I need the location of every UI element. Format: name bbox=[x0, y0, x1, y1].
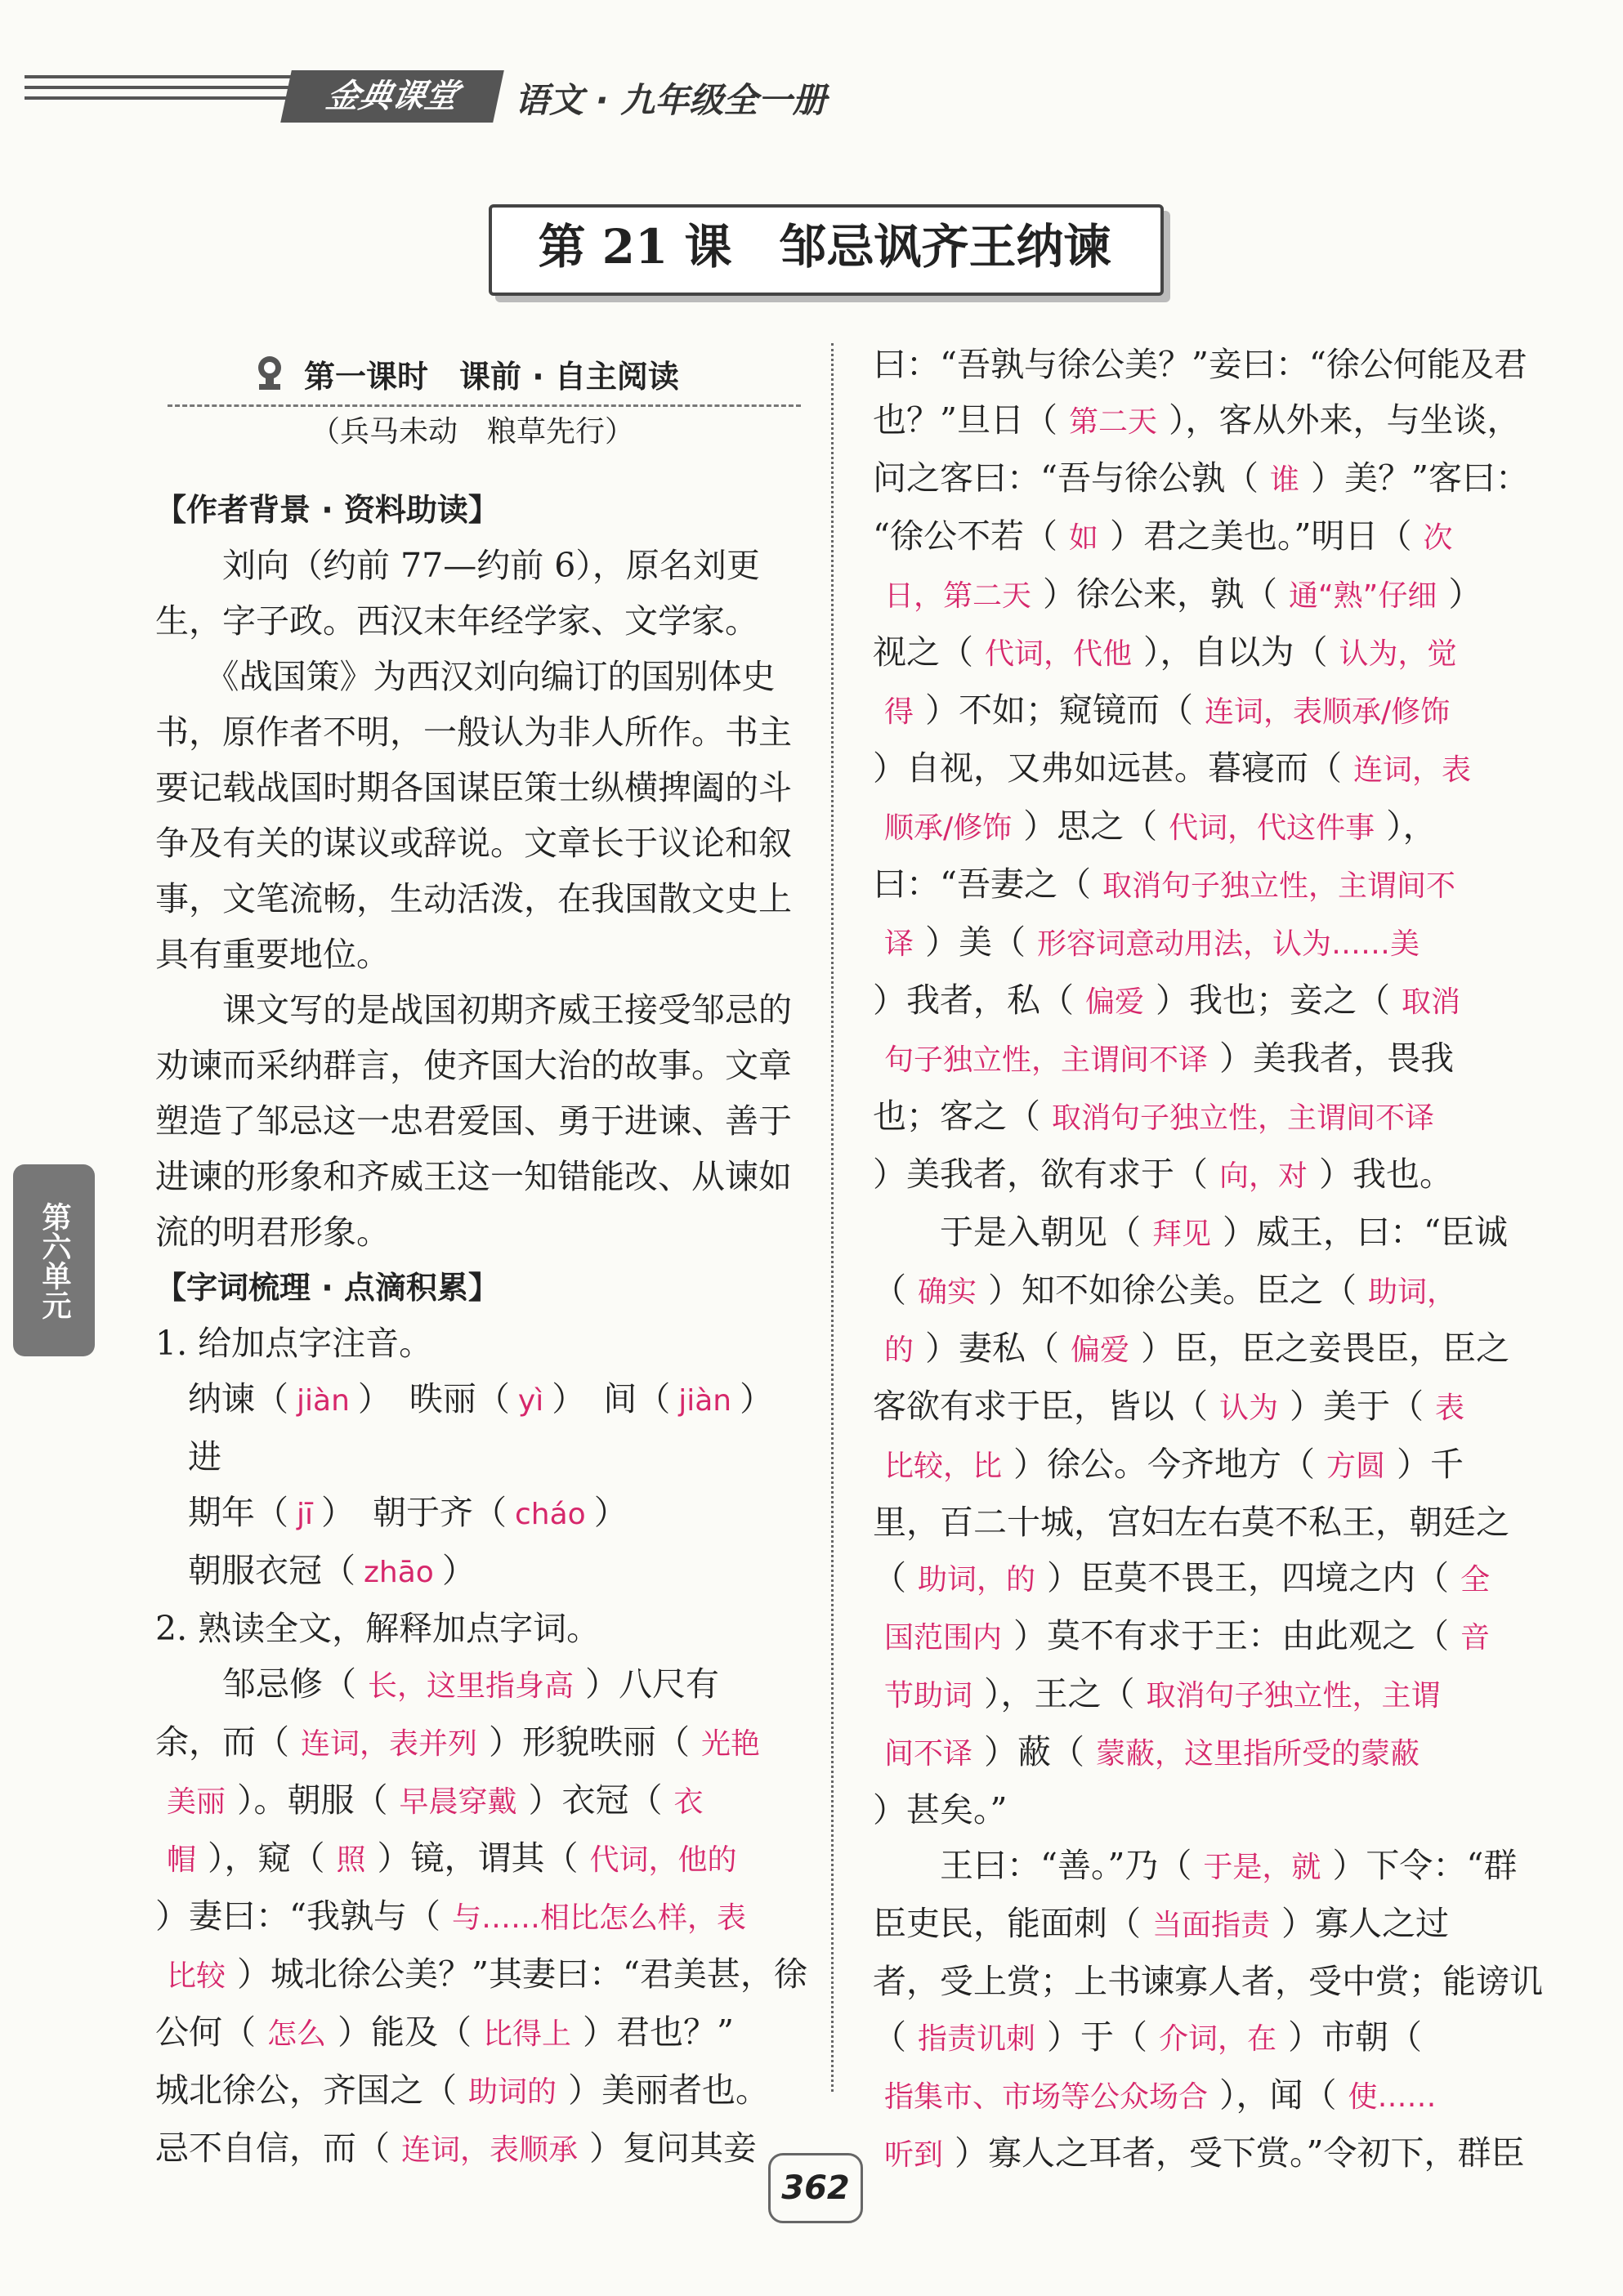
section-heading-vocabulary: 【字词梳理 · 点滴积累】 bbox=[155, 1270, 499, 1306]
answer-annotation: 节助词 bbox=[884, 1679, 973, 1713]
source-text: ）自视，又弗如远甚。暮寝而（ bbox=[873, 748, 1342, 788]
annotated-line bbox=[873, 1262, 1510, 1320]
answer-annotation: 照 bbox=[336, 1843, 366, 1877]
source-text: ），王之（ bbox=[984, 1674, 1135, 1713]
answer-annotation: 认为，觉 bbox=[1339, 637, 1457, 671]
answer-annotation: 蒙蔽，这里指所受的蒙蔽 bbox=[1096, 1737, 1420, 1771]
source-text: ）甚矣。” bbox=[873, 1790, 1008, 1829]
source-text: ）臣，臣之妾畏臣，臣之 bbox=[1141, 1329, 1510, 1368]
answer-annotation: 全 bbox=[1460, 1563, 1491, 1597]
source-text: ）， bbox=[1386, 806, 1437, 846]
pinyin-answer: zhāo bbox=[364, 1556, 434, 1589]
answer-annotation: 偏爱 bbox=[1071, 1333, 1130, 1367]
source-text: ）。朝服（ bbox=[237, 1780, 388, 1820]
answer-annotation: 取消 bbox=[1402, 985, 1461, 1019]
dashed-divider bbox=[168, 404, 801, 407]
answer-annotation: 通“熟”仔细 bbox=[1289, 579, 1437, 613]
source-text: 公何（ bbox=[155, 2012, 256, 2052]
source-text: ），客从外来，与坐谈， bbox=[1168, 400, 1521, 440]
annotated-line bbox=[873, 972, 1510, 1030]
source-text: （ bbox=[873, 1558, 906, 1597]
answer-annotation: 形容词意动用法，认为……美 bbox=[1037, 927, 1420, 961]
lesson-period-heading: 第一课时 课前 · 自主阅读 bbox=[304, 359, 679, 395]
annotated-line bbox=[873, 1378, 1510, 1436]
answer-annotation: 怎么 bbox=[267, 2017, 327, 2051]
source-text: ）八尺有 bbox=[585, 1664, 720, 1704]
pinyin-word: 间（ bbox=[603, 1379, 671, 1418]
source-text: 问之客曰：“吾与徐公孰（ bbox=[873, 458, 1259, 498]
section-heading-background: 【作者背景 · 资料助读】 bbox=[155, 492, 499, 528]
source-text: ）威王，曰：“臣诚 bbox=[1223, 1213, 1508, 1252]
question-1: 1. 给加点字注音。 bbox=[155, 1324, 433, 1363]
pinyin-word: 朝于齐（ bbox=[373, 1493, 507, 1532]
answer-annotation: 与……相比怎么样，表 bbox=[451, 1901, 746, 1935]
right-column bbox=[873, 337, 1543, 2183]
annotated-line bbox=[873, 1146, 1510, 1204]
source-text: 里，百二十城，宫妇左右莫不私王，朝廷之 bbox=[873, 1503, 1509, 1542]
pinyin-answer: jiàn bbox=[678, 1384, 732, 1418]
source-text: ）市朝（ bbox=[1288, 2017, 1423, 2057]
answer-annotation: 于是，就 bbox=[1203, 1851, 1321, 1884]
paragraph-summary: 课文写的是战国初期齐威王接受邹忌的劝谏而采纳群言，使齐国大治的故事。文章塑造了邹忌这一忠君爱国、勇于进谏、善于进谏的形象和齐威王这一知错能改、从谏如流的明君形象。 bbox=[155, 990, 792, 1252]
pinyin-close: ）进 bbox=[188, 1379, 774, 1476]
annotated-line bbox=[873, 337, 1527, 392]
left-column bbox=[155, 482, 809, 2178]
answer-annotation: 连词，表并列 bbox=[301, 1727, 478, 1761]
answer-annotation: 音 bbox=[1460, 1621, 1491, 1655]
answer-annotation: 得 bbox=[884, 695, 914, 729]
source-text: ）城北徐公美？”其妻曰：“君美甚，徐 bbox=[237, 1954, 807, 1994]
source-text: ）寡人之耳者，受下赏。”令初下，群臣 bbox=[955, 2133, 1525, 2173]
trophy-icon bbox=[249, 353, 290, 394]
source-text: ）徐公。今齐地方（ bbox=[1013, 1445, 1316, 1484]
annotated-line bbox=[873, 1608, 1510, 1666]
source-text: 忌不自信，而（ bbox=[155, 2128, 390, 2168]
source-text: （ bbox=[873, 1271, 906, 1310]
source-text: 邹忌修（ bbox=[155, 1664, 356, 1704]
answer-annotation: 译 bbox=[884, 927, 914, 961]
annotated-line bbox=[155, 1714, 809, 1772]
source-text: 余，而（ bbox=[155, 1722, 289, 1762]
paragraph-book: 《战国策》为西汉刘向编订的国别体史书，原作者不明，一般认为非人所作。书主要记载战国时期各国谋臣策士纵横捭阖的斗争及有关的谋议或辞说。文章长于议论和叙事，文笔流畅，生动活泼，在我国散文史上具有重要地位。 bbox=[155, 657, 792, 974]
source-text: ）美丽者也。 bbox=[568, 2070, 770, 2110]
answer-annotation: 取消句子独立性，主谓间不 bbox=[1102, 869, 1455, 903]
answer-annotation: 使…… bbox=[1348, 2080, 1437, 2114]
column-divider bbox=[831, 343, 834, 2092]
answer-annotation: 顺承/修饰 bbox=[884, 811, 1013, 845]
answer-annotation: 长，这里指身高 bbox=[368, 1669, 575, 1703]
answer-annotation: 认为 bbox=[1219, 1391, 1279, 1425]
answer-annotation: 衣 bbox=[673, 1785, 704, 1819]
answer-annotation: 国范围内 bbox=[884, 1621, 1003, 1655]
pinyin-answer: yì bbox=[517, 1384, 544, 1418]
source-text: ）寡人之过 bbox=[1281, 1904, 1450, 1943]
annotated-line bbox=[155, 1888, 809, 1946]
source-text: ），自以为（ bbox=[1143, 632, 1328, 672]
source-text: ）千 bbox=[1397, 1445, 1464, 1484]
annotated-line bbox=[873, 1320, 1510, 1378]
answer-annotation: 助词，的 bbox=[918, 1563, 1036, 1597]
answer-annotation: 的 bbox=[884, 1333, 914, 1367]
source-text: ）思之（ bbox=[1023, 806, 1158, 846]
paragraph-author: 刘向（约前 77—约前 6），原名刘更生，字子政。西汉末年经学家、文学家。 bbox=[155, 546, 760, 641]
answer-annotation: 当面指责 bbox=[1152, 1909, 1271, 1942]
source-text: ）美（ bbox=[925, 922, 1026, 962]
source-text: 于是入朝见（ bbox=[873, 1213, 1141, 1252]
answer-annotation: 如 bbox=[1068, 521, 1098, 555]
answer-annotation: 比较，比 bbox=[884, 1450, 1003, 1483]
source-text: ）能及（ bbox=[338, 2012, 472, 2052]
annotated-line bbox=[155, 1946, 809, 2004]
answer-annotation: 间不译 bbox=[884, 1737, 973, 1771]
answer-annotation: 句子独立性，主谓间不译 bbox=[884, 1043, 1209, 1077]
source-text: ）妻曰：“我孰与（ bbox=[155, 1896, 440, 1936]
source-text: ），窥（ bbox=[208, 1838, 325, 1878]
pinyin-row bbox=[188, 1371, 809, 1485]
annotated-line bbox=[873, 1896, 1510, 1954]
answer-annotation: 代词，他的 bbox=[589, 1843, 737, 1877]
source-text: ）君之美也。”明日（ bbox=[1109, 516, 1412, 556]
annotated-line bbox=[873, 450, 1529, 508]
annotated-line bbox=[155, 2120, 809, 2178]
left-annotated-lines bbox=[155, 1656, 809, 2178]
source-text: 曰：“吾妻之（ bbox=[873, 864, 1091, 904]
annotated-line bbox=[873, 1436, 1510, 1494]
source-text: 城北徐公，齐国之（ bbox=[155, 2070, 457, 2110]
source-text: 曰：“吾孰与徐公美？”妾曰：“徐公何能及君 bbox=[873, 345, 1527, 384]
answer-annotation: 指集市、市场等公众场合 bbox=[884, 2080, 1209, 2114]
annotated-line bbox=[873, 1550, 1510, 1608]
source-text: ）衣冠（ bbox=[528, 1780, 663, 1820]
pinyin-word: 纳谏（ bbox=[188, 1379, 288, 1418]
source-text: ）美？”客曰： bbox=[1310, 458, 1529, 498]
annotated-line bbox=[873, 740, 1510, 798]
annotated-line bbox=[873, 2009, 1510, 2067]
pinyin-list bbox=[155, 1371, 809, 1601]
source-text: ）镜，谓其（ bbox=[377, 1838, 579, 1878]
answer-annotation: 帽 bbox=[167, 1843, 197, 1877]
source-text: 也；客之（ bbox=[873, 1097, 1040, 1136]
source-text: ）徐公来，孰（ bbox=[1043, 574, 1278, 614]
source-text: ）莫不有求于王：由此观之（ bbox=[1013, 1616, 1450, 1655]
annotated-line bbox=[873, 914, 1510, 972]
pinyin-word: 朝服衣冠（ bbox=[188, 1551, 355, 1590]
annotated-line bbox=[873, 624, 1510, 682]
answer-annotation: 谁 bbox=[1269, 463, 1299, 497]
source-text: ）于（ bbox=[1047, 2017, 1148, 2057]
annotated-line bbox=[873, 2125, 1525, 2183]
answer-annotation: 日，第二天 bbox=[884, 579, 1032, 613]
source-text: ）知不如徐公美。臣之（ bbox=[988, 1271, 1357, 1310]
answer-annotation: 取消句子独立性，主谓 bbox=[1146, 1679, 1441, 1713]
annotated-line bbox=[873, 1030, 1510, 1088]
answer-annotation: 方圆 bbox=[1326, 1450, 1386, 1483]
annotated-line bbox=[873, 1724, 1510, 1782]
annotated-line bbox=[873, 682, 1510, 740]
source-text: ）形貌昳丽（ bbox=[489, 1722, 691, 1762]
unit-side-tab: 第六单元 bbox=[13, 1164, 95, 1356]
source-text: ）美于（ bbox=[1290, 1387, 1424, 1426]
answer-annotation: 指责讥刺 bbox=[918, 2022, 1036, 2056]
source-text: 视之（ bbox=[873, 632, 973, 672]
pinyin-answer: cháo bbox=[515, 1498, 586, 1531]
source-text: ）我者，私（ bbox=[873, 980, 1074, 1020]
answer-annotation: 代词，代这件事 bbox=[1169, 811, 1375, 845]
pinyin-word: 期年（ bbox=[188, 1493, 288, 1532]
annotated-line bbox=[873, 1494, 1510, 1550]
source-text: 臣吏民，能面刺（ bbox=[873, 1904, 1141, 1943]
annotated-line bbox=[873, 566, 1510, 624]
pinyin-close: ） bbox=[593, 1493, 628, 1532]
source-text: ）妻私（ bbox=[925, 1329, 1060, 1368]
lesson-title: 第 21 课 邹忌讽齐王纳谏 bbox=[538, 219, 1111, 275]
pinyin-close: ） bbox=[321, 1493, 355, 1532]
source-text: ） bbox=[1448, 574, 1482, 614]
answer-annotation: 连词，表顺承/修饰 bbox=[1205, 695, 1451, 729]
answer-annotation: 第二天 bbox=[1068, 405, 1157, 439]
annotated-line bbox=[155, 1772, 809, 1830]
pinyin-close: ） bbox=[441, 1551, 476, 1590]
source-text: （ bbox=[873, 2017, 906, 2057]
source-text: ）下令：“群 bbox=[1332, 1846, 1518, 1885]
answer-annotation: 取消句子独立性，主谓间不译 bbox=[1052, 1101, 1435, 1135]
question-2: 2. 熟读全文，解释加点字词。 bbox=[155, 1609, 601, 1648]
answer-annotation: 介词，在 bbox=[1159, 2022, 1277, 2056]
annotated-line bbox=[155, 1656, 809, 1714]
annotated-line bbox=[873, 1838, 1518, 1896]
annotated-line bbox=[873, 1088, 1510, 1146]
annotated-line bbox=[155, 2062, 809, 2120]
answer-annotation: 美丽 bbox=[167, 1785, 226, 1819]
answer-annotation: 早晨穿戴 bbox=[399, 1785, 517, 1819]
pinyin-answer: jī bbox=[297, 1498, 314, 1531]
answer-annotation: 代词，代他 bbox=[985, 637, 1133, 671]
pinyin-word: 昳丽（ bbox=[409, 1379, 510, 1418]
source-text: ），闻（ bbox=[1219, 2075, 1337, 2115]
annotated-line bbox=[873, 392, 1521, 450]
header-decoration-lines bbox=[25, 75, 294, 113]
annotated-line bbox=[873, 856, 1510, 914]
answer-annotation: 连词，表顺承 bbox=[401, 2133, 579, 2167]
answer-annotation: 向，对 bbox=[1219, 1159, 1308, 1193]
annotated-line bbox=[873, 798, 1510, 856]
pinyin-close: ） bbox=[357, 1379, 391, 1418]
answer-annotation: 次 bbox=[1423, 521, 1453, 555]
answer-annotation: 听到 bbox=[884, 2138, 944, 2172]
source-text: ）我也；妾之（ bbox=[1156, 980, 1391, 1020]
answer-annotation: 助词， bbox=[1368, 1275, 1457, 1309]
source-text: ）美我者，畏我 bbox=[1219, 1039, 1455, 1078]
answer-annotation: 比得上 bbox=[483, 2017, 572, 2051]
source-text: ）复问其妾 bbox=[589, 2128, 758, 2168]
source-text: 客欲有求于臣，皆以（ bbox=[873, 1387, 1208, 1426]
lesson-motto: （兵马未动 粮草先行） bbox=[311, 415, 635, 449]
answer-annotation: 确实 bbox=[918, 1275, 977, 1309]
answer-annotation: 连词，表 bbox=[1353, 753, 1472, 787]
source-text: ）蔽（ bbox=[984, 1732, 1085, 1771]
annotated-line bbox=[155, 1830, 809, 1888]
answer-annotation: 表 bbox=[1435, 1391, 1465, 1425]
annotated-line bbox=[873, 1782, 1510, 1838]
annotated-line bbox=[873, 2067, 1510, 2125]
source-text: ）美我者，欲有求于（ bbox=[873, 1155, 1208, 1194]
annotated-line bbox=[873, 1954, 1543, 2009]
answer-annotation: 比较 bbox=[167, 1959, 226, 1993]
book-subject: 语文 · 九年级全一册 bbox=[515, 80, 827, 120]
annotated-line bbox=[873, 508, 1510, 566]
annotated-line bbox=[873, 1666, 1510, 1724]
source-text: 王曰：“善。”乃（ bbox=[873, 1846, 1192, 1885]
source-text: 者，受上赏；上书谏寡人者，受中赏；能谤讥 bbox=[873, 1962, 1543, 2001]
answer-annotation: 助词的 bbox=[468, 2075, 557, 2109]
series-badge: 金典课堂 bbox=[280, 70, 504, 123]
answer-annotation: 偏爱 bbox=[1085, 985, 1145, 1019]
source-text: ）不如；窥镜而（ bbox=[925, 690, 1194, 730]
annotated-line bbox=[873, 1204, 1510, 1262]
source-text: ）我也。 bbox=[1319, 1155, 1454, 1194]
annotated-line bbox=[155, 2004, 809, 2062]
pinyin-row bbox=[188, 1485, 809, 1543]
answer-annotation: 拜见 bbox=[1152, 1217, 1212, 1251]
pinyin-row bbox=[188, 1543, 809, 1601]
source-text: “徐公不若（ bbox=[873, 516, 1057, 556]
source-text: ）君也？” bbox=[583, 2012, 734, 2052]
pinyin-close: ） bbox=[552, 1379, 586, 1418]
page-number: 362 bbox=[768, 2153, 863, 2223]
answer-annotation: 光艳 bbox=[701, 1727, 761, 1761]
pinyin-answer: jiàn bbox=[297, 1384, 350, 1418]
source-text: ）臣莫不畏王，四境之内（ bbox=[1047, 1558, 1450, 1597]
source-text: 也？”旦日（ bbox=[873, 400, 1057, 440]
